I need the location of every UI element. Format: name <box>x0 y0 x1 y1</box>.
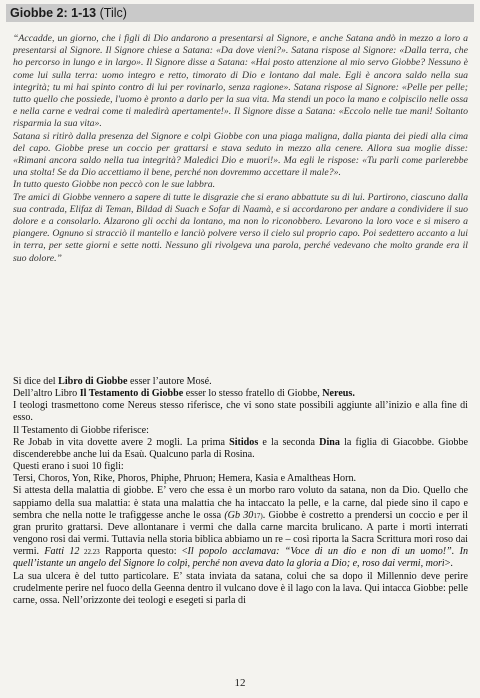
inline-quote: Il popolo acclamava: “Voce di un dio e non di un uomo!”. In quell’istante un angelo del Signore lo colpì, perché non aveva dato la gloria a Dio; e, roso dai vermi, morì <box>13 546 469 570</box>
quote-paragraph: Tre amici di Giobbe vennero a sapere di tutte le disgrazie che si erano abbattute su di lui. Partirono, ciascuno dalla sua contrada, Elifaz di Teman, Bildad di Suach e Sofar di Naamà, e si accordarono per andare a condividere il suo dolore e a consolarlo. Alzarono gli occhi da lontano, ma non lo riconobbero. Levarono la loro voce e si misero a piangere. Ognuno si stracciò il mantello e lanciò polvere verso il cielo sul proprio capo. Poi sedettero accanto a lui in terra, per sette giorni e sette notti. Nessuno gli rivolgeva una parola, perché vedevano che molto grande era il suo dolore.” <box>13 191 468 264</box>
book-title: Il Testamento di Giobbe <box>79 388 184 400</box>
translation-label: (Tilc) <box>99 6 127 20</box>
body-paragraph: La sua ulcera è del tutto particolare. E’ stata inviata da satana, colui che sa dopo il Millennio deve perire crudelmente perire nel fuoco della Geenna dentro il vulcano dove è il lago con la lava. Qui intacca Giobbe: pelle carne, ossa. Nell’orizzonte dei teologi e esegeti si parla di <box>13 570 468 606</box>
person-name: Nereus. <box>322 388 355 400</box>
body-paragraph: Tersi, Choros, Yon, Rike, Phoros, Phiphe, Phruon; Hemera, Kasia e Amaltheas Horn. <box>13 473 357 485</box>
body-paragraph: Il Testamento di Giobbe riferisce: <box>13 424 149 436</box>
quote-paragraph: Satana si ritirò dalla presenza del Signore e colpì Giobbe con una piaga maligna, dalla pianta dei piedi alla cima del capo. Giobbe prese un coccio per grattarsi e stava seduto in mezzo alla cenere. Allora sua moglie disse: «Rimani ancora saldo nella tua integrità? Maledici Dio e muori!». Ma egli le rispose: «Tu parli come parlerebbe una stolta! Se da Dio accettiamo il bene, perché non dovremmo accettare il male?». <box>13 130 468 179</box>
body-paragraph: Questi erano i suoi 10 figli: <box>13 461 124 473</box>
book-title: Libro di Giobbe <box>58 376 128 387</box>
person-name: Dina <box>319 436 340 448</box>
verse-number: 17) <box>253 511 263 520</box>
citation: (Gb 30 <box>224 509 254 521</box>
body-paragraph: I teologi trasmettono come Nereus stesso riferisce, che vi sono state possibili aggiunte all’inizio e alla fine di esso. <box>13 400 468 424</box>
text-run: esser l’autore Mosé. <box>127 376 212 387</box>
person-name: Sitidos <box>229 436 259 448</box>
text-run: Dell’altro Libro <box>13 388 80 400</box>
scripture-quote <box>13 33 468 265</box>
quote-paragraph: “Accadde, un giorno, che i figli di Dio andarono a presentarsi al Signore, e anche Satana andò in mezzo a loro a presentarsi al Signore. Il Signore chiese a Satana: «Da dove vieni?». Satana rispose al Signore: «Dalla terra, che ho percorso in lungo e in largo». Il Signore disse a Satana: «Hai posto attenzione al mio servo Giobbe? Nessuno è come lui sulla terra: uomo integro e retto, timorato di Dio e lontano dal male. Egli è ancora saldo nella sua integrità; tu mi hai spinto contro di lui per rovinarlo, senza ragione». Satana rispose al Signore: «Pelle per pelle; tutto quello che possiede, l'uomo è pronto a darlo per la sua vita. Ma stendi un poco la mano e colpiscilo nelle ossa e nella carne e vedrai come ti maledirà apertamente!». Il Signore disse a Satana: «Eccolo nelle tue mani! Soltanto risparmia la sua vita». <box>13 33 468 130</box>
text-run: . Giobbe è costretto a prendersi un coccio e per il gran prurito grattarsi. Deve allontanare i vermi che dalla carne marcita brulicano. A parte i morti interrati vengono rosi dai vermi. Tuttavia nella storia biblica abbiamo un re – così riporta la Sacra Scrittura morì roso dai vermi. <box>13 509 468 558</box>
text-run: e la seconda <box>258 436 320 448</box>
verse-number: 22.23 <box>79 548 100 557</box>
commentary-body <box>13 376 468 607</box>
passage-reference: Giobbe 2: 1-13 <box>10 6 97 20</box>
citation: Fatti 12 <box>44 546 80 558</box>
body-paragraph <box>13 376 468 388</box>
text-run: esser lo stesso fratello di Giobbe, <box>183 388 323 400</box>
text-run: la figlia di Giacobbe. Giobbe discenderebbe anche lui da Esaù. Qualcuno parla di Rosina. <box>13 436 469 460</box>
passage-header <box>6 4 474 22</box>
body-paragraph <box>13 437 468 461</box>
body-paragraph <box>13 388 468 400</box>
text-run: Si dice del <box>13 376 59 387</box>
text-run: Re Jobab in vita dovette avere 2 mogli. La prima <box>13 436 230 448</box>
body-paragraph <box>13 485 468 570</box>
quote-paragraph: In tutto questo Giobbe non peccò con le sue labbra. <box>13 179 216 191</box>
text-run: Rapporta questo: < <box>99 546 188 558</box>
text-run: Si attesta della malattia di giobbe. E’ vero che essa è un morbo raro voluto da satana, non da Dio. Quello che sappiamo della sua malattia: è stata una malattia che ha intaccato la pelle, e la carne, dal piede sino il capo e sembra che nella notte le trafiggesse anche le ossa <box>13 485 468 521</box>
page-number: 12 <box>234 677 246 689</box>
text-run: >. <box>444 558 453 570</box>
